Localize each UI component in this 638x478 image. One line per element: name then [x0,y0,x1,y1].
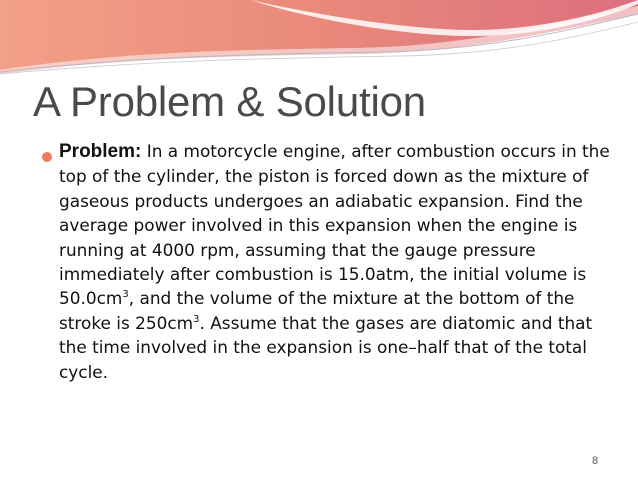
superscript-3-first: 3 [122,289,129,301]
bullet-icon [42,152,52,162]
problem-text-part-1: In a motorcycle engine, after combustion occurs in the top of the cylinder, the piston is forced down as the mixture of gaseous products undergoes an adiabatic expansion. Find the average power involved in this expansion when the engine is running at 4000 rpm, assuming that the gauge pressure immediately after combustion is 15.0atm, the initial volume is 50.0cm [59,141,610,309]
problem-lead-word: Problem [59,141,136,162]
slide-title: A Problem & Solution [33,78,426,125]
superscript-3-second: 3 [193,313,200,325]
problem-paragraph [59,139,619,384]
header-wave-decoration [0,0,638,80]
slide-number: 8 [592,455,599,467]
problem-text-part-2: , and the volume of the mixture at the bottom of the stroke is 250cm [59,288,575,333]
problem-lead-colon: : [135,141,142,162]
problem-lead-label [59,141,141,162]
problem-text-part-3: . Assume that the gases are diatomic and that the time involved in the expansion is one–half that of the total cycle. [59,312,593,382]
